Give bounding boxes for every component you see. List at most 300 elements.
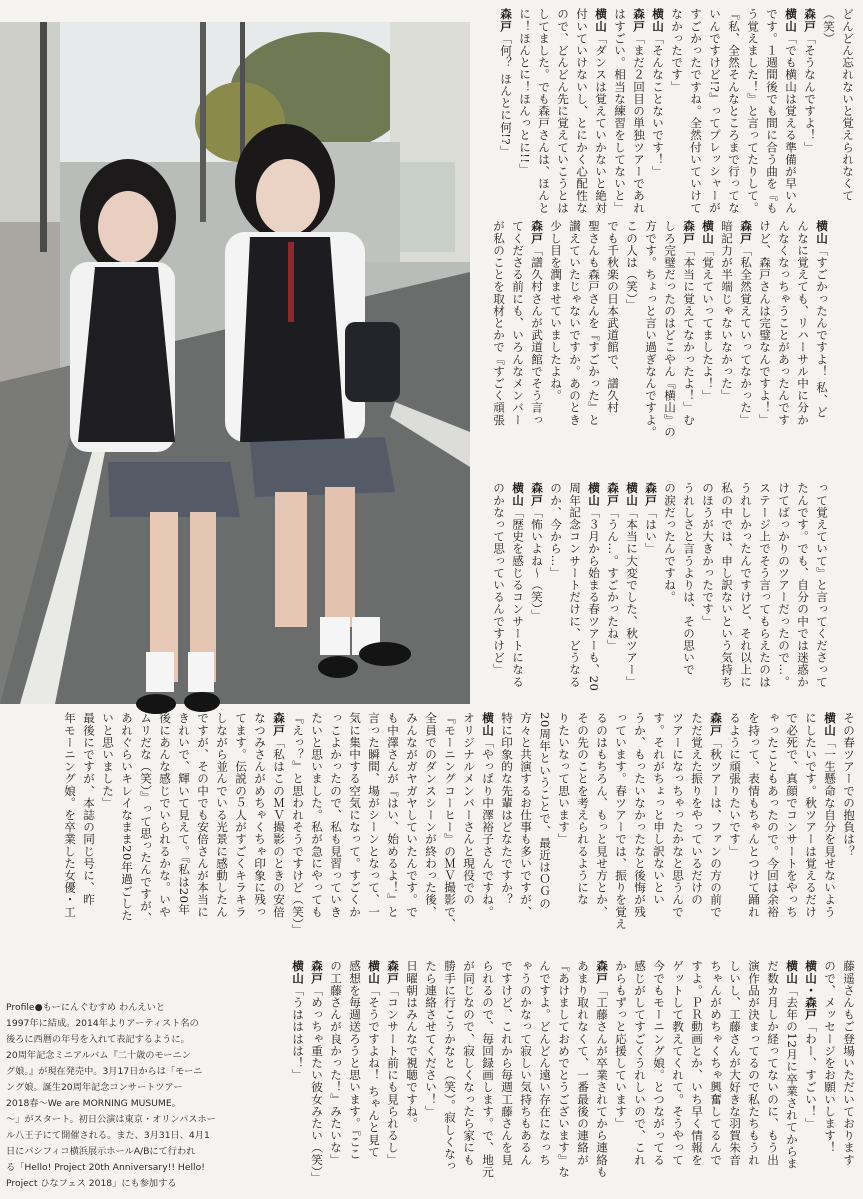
text-column [812, 482, 831, 692]
speaker-label: 横山 [594, 8, 608, 33]
text-column [686, 8, 705, 214]
column-text: 後にあんな感じでいられるかな。いや [158, 712, 172, 918]
column-text: 全員でのダンスシーンが終わった後、 [424, 712, 438, 918]
column-text: も中澤さんが『はい、始めるよ！』と [386, 712, 400, 918]
column-text: 「はい」 [644, 506, 658, 555]
text-column [660, 220, 679, 470]
column-text: です。１週間後でも間に合う曲を『も [765, 8, 779, 214]
profile-line: 2018春〜We are MORNING MUSUME。 [6, 1098, 181, 1109]
column-text: 藤遥さんもご登場いただいております [842, 960, 856, 1166]
column-text: 最後にですが、本誌の同じ号に、昨 [82, 712, 96, 906]
column-text: みんながガヤガヤしていたんです。で [405, 712, 419, 918]
text-column [698, 482, 717, 692]
text-column [478, 960, 497, 1192]
speaker-label: 森戸 [530, 220, 544, 245]
column-text: んなくなっちゃうことがあったんです [777, 220, 791, 426]
text-column [649, 960, 668, 1192]
speaker-label: 横山 [651, 8, 665, 33]
text-column [820, 960, 839, 1192]
text-column [478, 712, 497, 957]
text-column [763, 960, 782, 1192]
column-text: この人は（笑）」 [625, 220, 639, 311]
profile-line: ル八王子にて開催される。また、3月31日、4月1 [6, 1130, 210, 1141]
column-text: っています。春ツアーでは、振りを覚え [614, 712, 628, 930]
text-column [546, 220, 565, 470]
text-column [603, 220, 622, 470]
column-text: るのはもちろん、もっと見せ方とか、 [595, 712, 609, 918]
column-text: でも千秋楽の日本武道館で、譜久村 [606, 220, 620, 414]
text-column [193, 712, 212, 957]
column-text: 「すごかったんですよ！ 私、ど [815, 244, 829, 418]
text-column [736, 220, 755, 470]
text-block-bottom-middle [63, 712, 858, 957]
column-text: ステージ上でそう言ってもらえたのは [758, 482, 772, 688]
column-text: てます。伝説の５人がすごくキラキラ [234, 712, 248, 918]
column-text: 日曜朝はみんなで視聴ですね。 [405, 960, 419, 1130]
text-column [743, 8, 762, 214]
text-column [717, 482, 736, 692]
column-text: 「やっぱり中澤裕子さんですね。 [481, 736, 495, 918]
text-column [250, 712, 269, 957]
speaker-label: 森戸 [386, 960, 400, 985]
text-column [212, 712, 231, 957]
column-text: に！ほんとに！ほんっとに!!」 [518, 8, 532, 176]
text-column [725, 960, 744, 1192]
text-column [793, 220, 812, 470]
text-column [736, 482, 755, 692]
column-text: ちゃんがめちゃくちゃ興奮してるんで [709, 960, 723, 1166]
text-column [572, 8, 591, 214]
column-text: すよ。ＰＲ動画とか、いち早く情報を [690, 960, 704, 1166]
text-column [839, 712, 858, 957]
column-text: どんどん忘れないと覚えられなくて [841, 8, 855, 202]
column-text: 気に集中する空気になって。すごくか [348, 712, 362, 918]
column-text: 「歴史を感じるコンサートになる [511, 506, 525, 688]
text-column [679, 220, 698, 470]
column-text: 暗記力が半端じゃないなかった」 [720, 220, 734, 402]
column-text: られるので、毎回録画します。で、地元 [481, 960, 495, 1178]
speaker-label: 横山 [587, 482, 601, 507]
text-column [421, 712, 440, 957]
profile-line: グ娘。』が現在発売中。3月17日からは「モーニ [6, 1066, 203, 1077]
text-column [698, 220, 717, 470]
text-column [534, 8, 553, 214]
column-text: のか、今から…」 [549, 482, 563, 579]
column-text: 勝手に行こうかなと（笑）。寂しくなっ [443, 960, 457, 1172]
column-text: 感じがしてすごくうれしいので、これ [633, 960, 647, 1166]
speaker-label: 横山・森戸 [804, 960, 818, 1021]
column-text: 「私はこのＭＶ撮影のときの安倍 [272, 736, 286, 918]
column-text: 「何？ ほんとに何!?」 [499, 32, 513, 158]
profile-line: Project ひなフェス 2018」にも参加する [6, 1178, 177, 1189]
text-column [782, 960, 801, 1192]
speaker-label: 森戸 [709, 712, 723, 737]
text-column [364, 960, 383, 1192]
text-column [687, 960, 706, 1192]
text-column [345, 712, 364, 957]
column-text: 『えっ？』と思われそうですけど（笑）」 [291, 712, 305, 937]
column-text: 少し目を潤ませていましたよね。 [549, 220, 563, 402]
text-column [584, 220, 603, 470]
column-text: 「本当に大変でした、秋ツアー」 [625, 506, 639, 688]
column-text: のかなって思っているんですけど」 [492, 482, 506, 676]
column-text: たいと思いました。私が急にやっても [310, 712, 324, 918]
text-column [174, 712, 193, 957]
speaker-label: 森戸 [803, 8, 817, 33]
column-text: 「ダンスは覚えていかないと絶対 [594, 32, 608, 214]
text-block-bottom-right [263, 960, 858, 1192]
column-text: けど、森戸さんは完璧なんですよ！」 [758, 220, 772, 426]
text-column [629, 8, 648, 214]
text-column [800, 8, 819, 198]
column-text: ただ覚えた振りをやっているだけの [690, 712, 704, 906]
text-column [459, 712, 478, 957]
text-column [553, 8, 572, 214]
column-text: 「でも横山は覚える準備が早いん [784, 32, 798, 214]
text-column [717, 220, 736, 470]
speaker-label: 森戸 [682, 220, 696, 245]
column-text: ツアーになっちゃったかなと思うんで [671, 712, 685, 918]
column-text: 「怖いよね〜（笑）」 [530, 506, 544, 622]
text-column [630, 960, 649, 1192]
text-column [383, 712, 402, 957]
column-text: 「わー、すごい！」 [804, 1020, 818, 1130]
text-column [345, 960, 364, 1192]
column-text: 方々と共演するお仕事も多いですが、 [519, 712, 533, 918]
column-text: すごかったですね。全然付いていけて [689, 8, 703, 214]
column-text: ですが、その中でも安倍さんが本当に [196, 712, 210, 918]
text-column [307, 712, 326, 957]
column-text: っこよかったので、私も見習っていき [329, 712, 343, 918]
profile-line: 〜」がスタート。初日公演は東京・オリンパスホー [6, 1114, 216, 1125]
text-column [687, 712, 706, 957]
text-column [801, 960, 820, 1192]
profile-line: ング娘。誕生20周年記念コンサートツアー [6, 1082, 183, 1093]
column-text: ので、メッセージをお願いします！ [823, 960, 837, 1154]
column-text: ムリだな（笑）』って思ったんですが、 [139, 712, 153, 924]
column-text: 「秋ツアーは、ファンの方の前で [709, 736, 723, 918]
column-text: 讃えていたじゃないですか。あのとき [568, 220, 582, 426]
speaker-label: 森戸 [530, 482, 544, 507]
speaker-label: 森戸 [739, 220, 753, 245]
text-column [496, 8, 515, 198]
text-column [421, 960, 440, 1192]
column-text: きれいで、輝いて見えて。『私は20年 [177, 712, 191, 916]
profile-line: 後ろに西暦の年号を入れて表記するように。 [6, 1034, 190, 1045]
text-column [668, 712, 687, 957]
text-column [774, 482, 793, 692]
speaker-label: 横山 [625, 482, 639, 507]
speaker-label: 横山 [481, 712, 495, 737]
text-column [755, 220, 774, 470]
text-column [584, 482, 603, 692]
text-column [641, 482, 660, 692]
speaker-label: 森戸 [632, 8, 646, 33]
column-text: んなに覚えても、リハーサル中に分か [796, 220, 810, 426]
text-column [668, 960, 687, 1192]
text-column [782, 712, 801, 957]
text-column [679, 482, 698, 692]
text-column [117, 712, 136, 957]
column-text: なつみさんがめちゃくちゃ印象に残っ [253, 712, 267, 918]
column-text: 「覚えていってましたよ！」 [701, 244, 715, 402]
column-text: ゲットして教えてくれて。そうやって [671, 960, 685, 1166]
column-text: 「工藤さんが卒業されてから連絡も [595, 984, 609, 1178]
text-column [527, 482, 546, 692]
text-column [819, 8, 838, 198]
text-column [231, 712, 250, 957]
column-text: しろ完璧だったのはどこやん『横山』の [663, 220, 677, 438]
text-column [725, 712, 744, 957]
column-text: 『あけましておめでとうございます』な [557, 960, 571, 1178]
speaker-label: 森戸 [310, 960, 324, 985]
column-text: 今でもモーニング娘。とつながってる [652, 960, 666, 1166]
speaker-label: 横山 [291, 960, 305, 985]
column-text: で必死で、真顔でコンサートをやっち [785, 712, 799, 918]
text-column [705, 8, 724, 214]
column-text: 「そんなことないです！」 [651, 32, 665, 178]
profile-line: 20周年記念ミニアルバム『二十歳のモーニン [6, 1050, 191, 1061]
text-column [554, 960, 573, 1192]
text-column [649, 712, 668, 957]
column-text: けてばっかりのツアーだったので…。 [777, 482, 791, 688]
speaker-label: 横山 [785, 960, 799, 985]
text-column [307, 960, 326, 1192]
text-column [364, 712, 383, 957]
column-text: ゃったこともあったので。今回は余裕 [766, 712, 780, 918]
text-column [459, 960, 478, 1192]
column-text: 感想を毎週送ろうと思います。『ここ [348, 960, 362, 1160]
text-column [136, 712, 155, 957]
column-text: オリジナルメンバーさんと現役での [462, 712, 476, 906]
text-column [660, 482, 679, 692]
text-column [724, 8, 743, 214]
column-text: ゃうのかなって寂しい気持ちもあるん [519, 960, 533, 1166]
column-text: はすごい。相当な練習をしてないと」 [613, 8, 627, 214]
text-column [744, 712, 763, 957]
text-column [706, 960, 725, 1192]
speaker-label: 横山 [367, 960, 381, 985]
column-text: その先のことを考えられるようにな [576, 712, 590, 906]
text-column [402, 960, 421, 1192]
column-text: るように頑張りたいです」 [728, 712, 742, 858]
text-column [546, 482, 565, 692]
text-column [497, 960, 516, 1192]
column-text: 演作品が決まってるので私たちもうれ [747, 960, 761, 1166]
text-column [591, 8, 610, 214]
column-text: たんです。でも、自分の中では迷惑か [796, 482, 810, 688]
text-column [838, 8, 857, 202]
text-column [610, 8, 629, 214]
text-column [554, 712, 573, 957]
column-text: 「コンサート前にも見られるし」 [386, 984, 400, 1166]
text-column [706, 712, 725, 957]
text-column [489, 220, 508, 470]
text-column [763, 712, 782, 957]
column-text: 「３月から始まる春ツアーも、20 [587, 506, 601, 692]
column-text: 言った瞬間、場がシーンとなって、一 [367, 712, 381, 918]
profile-line: 1997年に結成。2014年よりアーティスト名の [6, 1018, 199, 1029]
text-column [515, 8, 534, 198]
text-column [744, 960, 763, 1192]
text-column [630, 712, 649, 957]
text-column [603, 482, 622, 692]
column-text: んですよ。どんどん遠い存在になっち [538, 960, 552, 1166]
column-text: からもずっと応援しています」 [614, 960, 628, 1130]
column-text: が私のことを取材とかで『すごく頑張 [492, 220, 506, 426]
text-column [573, 960, 592, 1192]
column-text: 『モーニングコーヒー』のＭＶ撮影で、 [443, 712, 457, 930]
speaker-label: 横山 [815, 220, 829, 245]
column-text: たら連絡させてください！」 [424, 960, 438, 1118]
column-text: 「一生懸命な自分を見せないよう [823, 736, 837, 918]
column-text: う覚えました！』と言ってたりして。 [746, 8, 760, 214]
column-text: 「私全然覚えていってなかった」 [739, 244, 753, 426]
column-text: 私の中では、申し訳ないという気持ち [720, 482, 734, 688]
column-text: す。それがちょっと申し訳ないとい [652, 712, 666, 906]
column-text: うか、もったいなかったなと後悔が残 [633, 712, 647, 918]
text-column [812, 220, 831, 470]
column-text: うれしかったんですけど、それ以上に [739, 482, 753, 688]
column-text: って覚えていて』と言ってくださって [815, 482, 829, 688]
column-text: 「本当に覚えてなかったよ！」む [682, 244, 696, 426]
column-text: てくださる前にも、いろんなメンバー [511, 220, 525, 426]
column-text: 方です。ちょっと言い過ぎなんですよ。 [644, 220, 658, 438]
column-text: 「めっちゃ重たい彼女みたい（笑）」 [310, 984, 324, 1185]
text-column [508, 482, 527, 692]
text-column [820, 712, 839, 957]
speaker-label: 森戸 [644, 482, 658, 507]
text-column [648, 8, 667, 198]
column-text: いと思いました」 [101, 712, 115, 809]
text-column [402, 712, 421, 957]
text-column [60, 712, 79, 957]
column-text: なかったです」 [670, 8, 684, 93]
column-text: 付いていけないし、とにかく心配性な [575, 8, 589, 214]
text-column [79, 712, 98, 957]
column-text: 周年記念コンサートだけに、どうなる [568, 482, 582, 688]
column-text: 「そうですよね！ ちゃんと見て [367, 984, 381, 1158]
column-text: あれぐらいキレイなまま20年過ごした [120, 712, 134, 922]
column-text: いんですけど!?』ってプレッシャーが [708, 8, 722, 214]
text-block-middle [481, 482, 831, 692]
text-column [611, 960, 630, 1192]
text-column [288, 960, 307, 1192]
column-text: （笑） [822, 8, 836, 45]
column-text: してました。でも森戸さんは、ほんと [537, 8, 551, 214]
column-text: 「譜久村さんが武道館でそう言っ [530, 244, 544, 426]
text-block-top-right [481, 8, 857, 214]
text-column [440, 712, 459, 957]
text-column [641, 220, 660, 470]
profile-line: 日にパシフィコ横浜展示ホールA/Bにて行われ [6, 1146, 196, 1157]
text-column [622, 220, 641, 470]
text-column [622, 482, 641, 692]
column-text: 年モーニング娘。を卒業した女優・工 [63, 712, 77, 918]
text-column [781, 8, 800, 214]
speaker-label: 横山 [784, 8, 798, 33]
column-text: 特に印象的な先輩はどなたですか？ [500, 712, 514, 906]
text-column [508, 220, 527, 470]
text-column [801, 712, 820, 957]
column-text: 聖さんも森戸さんを『すごかった』と [587, 220, 601, 426]
text-column [527, 220, 546, 470]
column-text: だ数カ月しか経ってないのに、もう出 [766, 960, 780, 1166]
text-column [326, 712, 345, 957]
column-text: 20周年ということで、最近はＯＧの [538, 712, 552, 910]
text-column [489, 482, 508, 692]
text-column [269, 712, 288, 957]
column-text: りたいなって思います」 [557, 712, 571, 846]
text-column [440, 960, 459, 1192]
text-column [516, 960, 535, 1192]
text-column [793, 482, 812, 692]
text-column [592, 712, 611, 957]
column-text: のほうが大きかったです」 [701, 482, 715, 628]
text-column [774, 220, 793, 470]
text-column [755, 482, 774, 692]
text-column [839, 960, 858, 1192]
profile-box [6, 1000, 214, 1192]
column-text: その春ツアーでの抱負は？ [842, 712, 856, 858]
column-text: 『私、全然そんなところまで行ってな [727, 8, 741, 214]
text-column [535, 712, 554, 957]
speaker-label: 横山 [823, 712, 837, 737]
text-column [516, 712, 535, 957]
text-column [611, 712, 630, 957]
text-column [497, 712, 516, 957]
text-block-top-middle [481, 220, 831, 470]
text-column [592, 960, 611, 1192]
text-column [98, 712, 117, 957]
column-text: を持って、表情もちゃんとつけて踊れ [747, 712, 761, 918]
text-column [288, 712, 307, 957]
text-column [383, 960, 402, 1192]
column-text: が同じなので、寂しくなったら家にも [462, 960, 476, 1166]
text-column [573, 712, 592, 957]
column-text: しながら並んでいる光景に感動したん [215, 712, 229, 918]
column-text: 「うん…。すごかったね」 [606, 506, 620, 652]
column-text: の工藤さんが良かった！』みたいな」 [329, 960, 343, 1166]
speaker-label: 横山 [701, 220, 715, 245]
speaker-label: 森戸 [499, 8, 513, 33]
column-text: にしたいです。秋ツアーは覚えるだけ [804, 712, 818, 918]
speaker-label: 森戸 [606, 482, 620, 507]
column-text: 「そうなんですよ！」 [803, 32, 817, 154]
column-text: 「まだ２回目の単独ツアーであれ [632, 32, 646, 214]
profile-line: Profile●もーにんぐむすめ わんえいと [6, 1002, 165, 1013]
text-column [565, 220, 584, 470]
speaker-label: 森戸 [272, 712, 286, 737]
text-column [155, 712, 174, 957]
column-text: 「うはははは！」 [291, 984, 305, 1082]
text-column [565, 482, 584, 692]
text-column [535, 960, 554, 1192]
column-text: ですけど、これから毎週工藤さんを見 [500, 960, 514, 1166]
column-text: あまり取れなくて、一番最後の連絡が [576, 960, 590, 1166]
column-text: 「去年の12月に卒業されてからま [785, 984, 799, 1170]
photo-illustration [0, 22, 470, 704]
column-text: ので、どんどん先に覚えていこうとは [556, 8, 570, 214]
speaker-label: 横山 [511, 482, 525, 507]
text-column [762, 8, 781, 214]
text-column [667, 8, 686, 198]
column-text: うれしさと言うよりは、その思いで [682, 482, 696, 676]
profile-line: る「Hello! Project 20th Anniversary!! Hello! [6, 1162, 205, 1173]
column-text: の涙だったんですね。 [663, 482, 677, 603]
column-text: しいし、工藤さんが大好きな羽賀朱音 [728, 960, 742, 1166]
text-column [326, 960, 345, 1192]
